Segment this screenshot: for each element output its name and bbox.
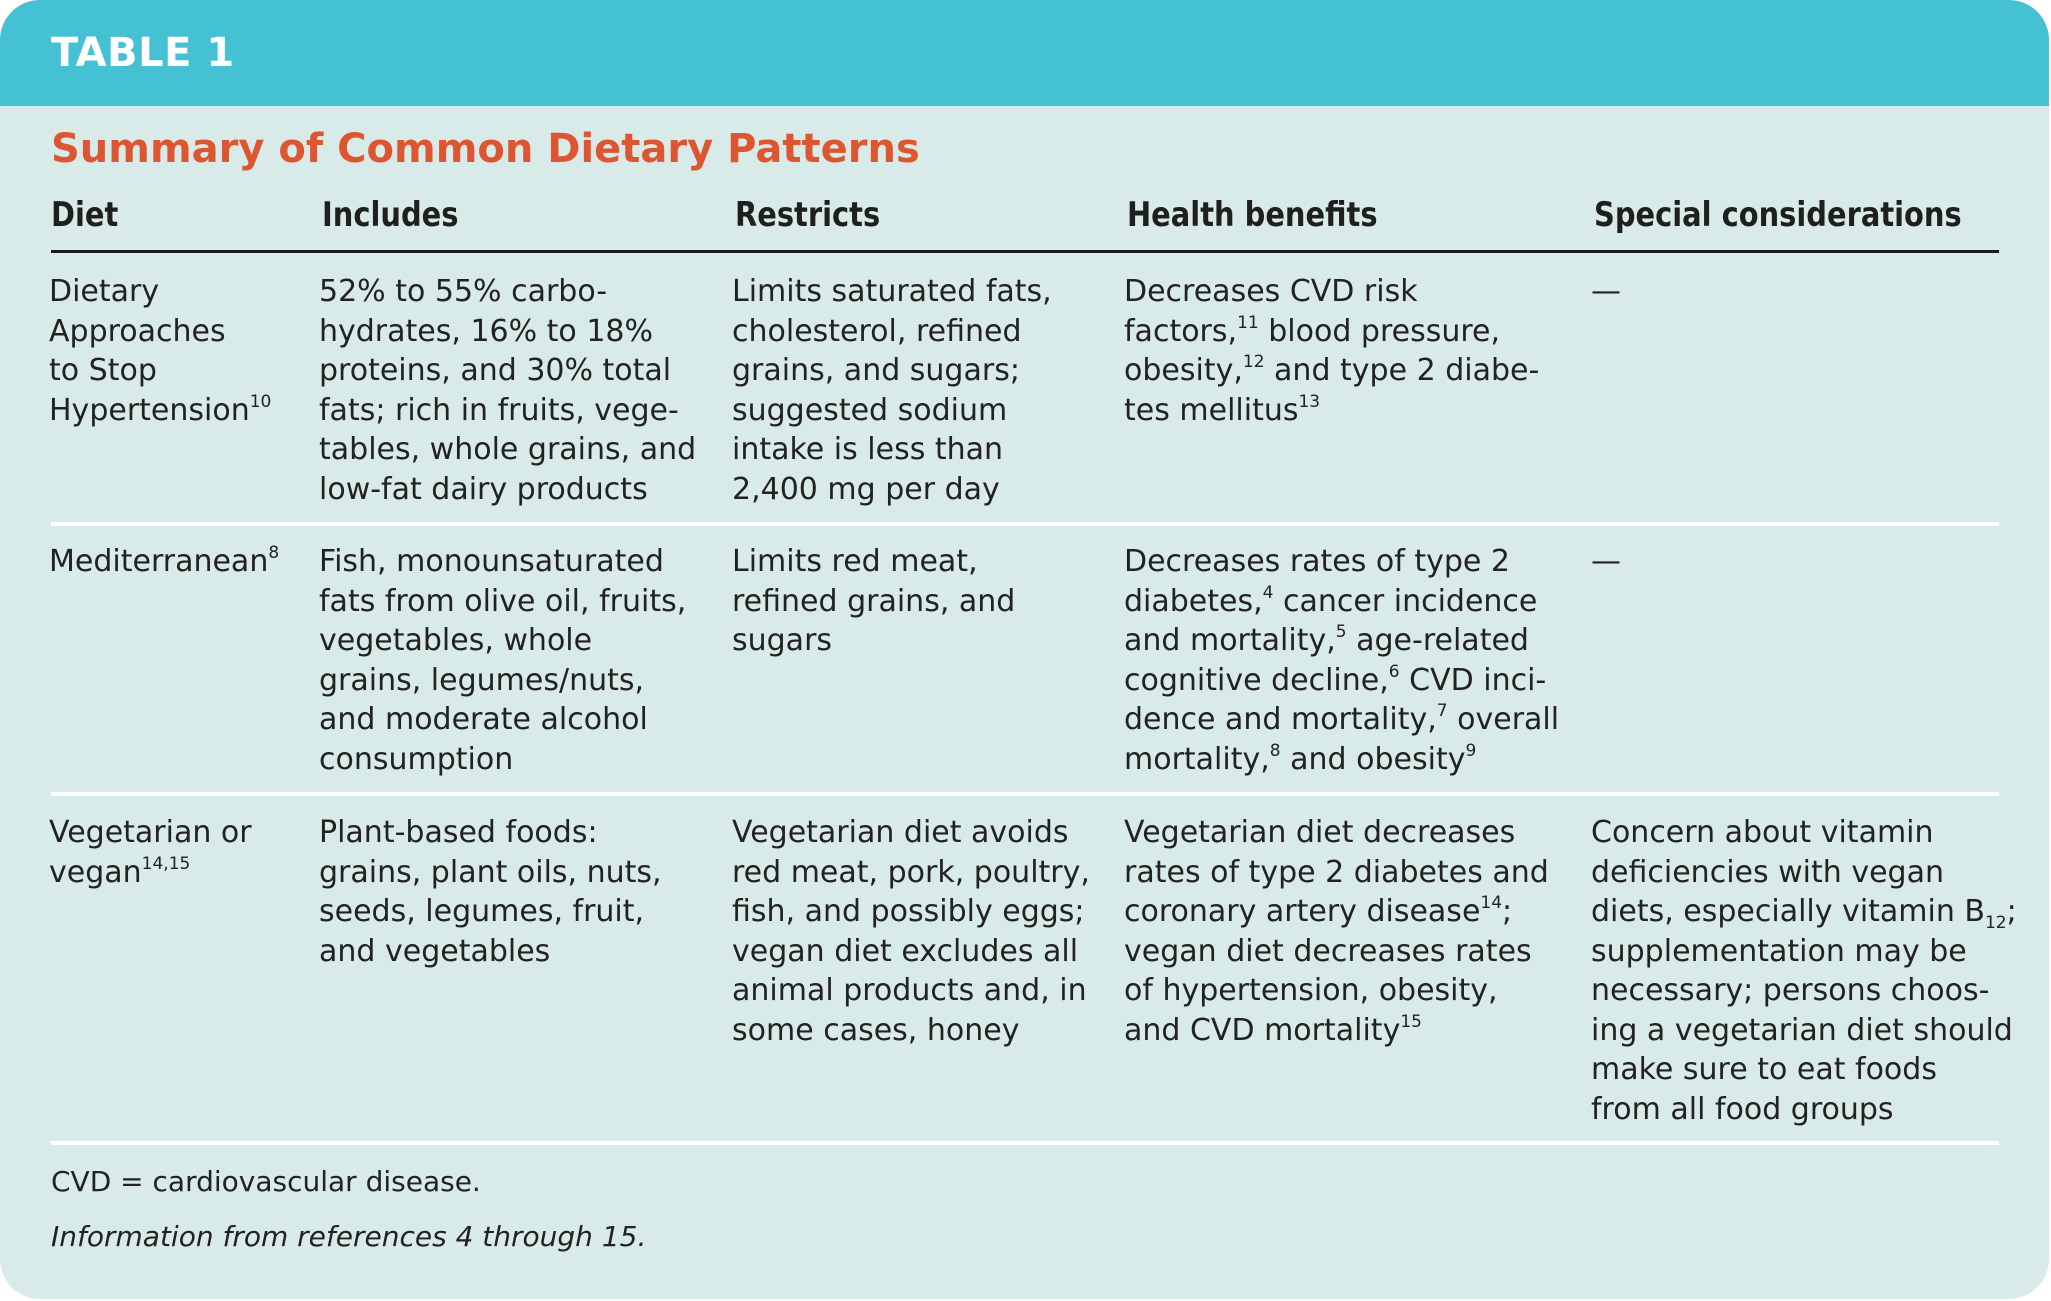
row-vegetarian-health-benefits: Vegetarian diet decreases rates of type 2 diabetes and coronary artery disease$^{14}$; vegan diet decreases rates of hypertension, obesity, and CVD mortality$^{15}$ bbox=[1124, 815, 1549, 1048]
footnote-source: Information from references 4 through 15. bbox=[51, 1220, 647, 1253]
table-label: TABLE 1 bbox=[51, 30, 235, 76]
row-vegetarian-restricts: Vegetarian diet avoids red meat, pork, poultry, fish, and possibly eggs; vegan diet excludes all animal products and, in some cases, honey bbox=[732, 815, 1090, 1048]
row-dash-includes: 52% to 55% carbo- hydrates, 16% to 18% proteins, and 30% total fats; rich in fruits, vege- tables, whole grains, and low-fat dairy products bbox=[319, 274, 697, 507]
row-vegetarian-special-considerations: Concern about vitamin deficiencies with vegan diets, especially vitamin $B_{12}$; supplementation may be necessary; persons choos- ing a vegetarian diet should make sure to eat foods from all food groups bbox=[1591, 815, 2017, 1127]
row-mediterranean-special-considerations: — bbox=[1591, 544, 1621, 579]
row-divider bbox=[51, 1141, 1999, 1145]
row-dash-health-benefits: Decreases CVD risk factors,$^{11}$ blood pressure, obesity,$^{12}$ and type 2 diabe- tes mellitus$^{13}$ bbox=[1124, 274, 1540, 428]
row-mediterranean-restricts: Limits red meat, refined grains, and sugars bbox=[732, 544, 1016, 658]
column-header-includes: Includes bbox=[322, 195, 459, 235]
footnote-abbreviation: CVD = cardiovascular disease. bbox=[51, 1165, 481, 1198]
row-vegetarian-includes: Plant-based foods: grains, plant oils, nuts, seeds, legumes, fruit, and vegetables bbox=[319, 815, 662, 969]
row-dash-diet: Dietary Approaches to Stop Hypertension$^{10}$ bbox=[49, 274, 272, 428]
row-mediterranean-includes: Fish, monounsaturated fats from olive oil, fruits, vegetables, whole grains, legumes/nuts, and moderate alcohol consumption bbox=[319, 544, 687, 777]
row-mediterranean-diet: Mediterranean$^8$ bbox=[49, 543, 280, 579]
column-header-special-considerations: Special considerations bbox=[1594, 195, 1962, 235]
row-vegetarian-diet: Vegetarian or vegan$^{14,15}$ bbox=[49, 815, 252, 890]
column-header-diet: Diet bbox=[51, 195, 119, 235]
column-header-restricts: Restricts bbox=[735, 195, 881, 235]
row-divider bbox=[51, 792, 1999, 796]
table-title: Summary of Common Dietary Patterns bbox=[51, 126, 920, 172]
row-dash-restricts: Limits saturated fats, cholesterol, refined grains, and sugars; suggested sodium intake is less than 2,400 mg per day bbox=[732, 274, 1052, 507]
column-header-health-benefits: Health benefits bbox=[1127, 195, 1378, 235]
row-mediterranean-health-benefits: Decreases rates of type 2 diabetes,$^4$ cancer incidence and mortality,$^5$ age-related cognitive decline,$^6$ CVD inci- dence and mortality,$^7$ overall mortality,$^8$ and obesity$^9$ bbox=[1124, 544, 1560, 777]
row-dash-special-considerations: — bbox=[1591, 274, 1621, 309]
table-banner bbox=[0, 0, 2049, 106]
header-rule bbox=[51, 250, 1999, 253]
row-divider bbox=[51, 522, 1999, 526]
